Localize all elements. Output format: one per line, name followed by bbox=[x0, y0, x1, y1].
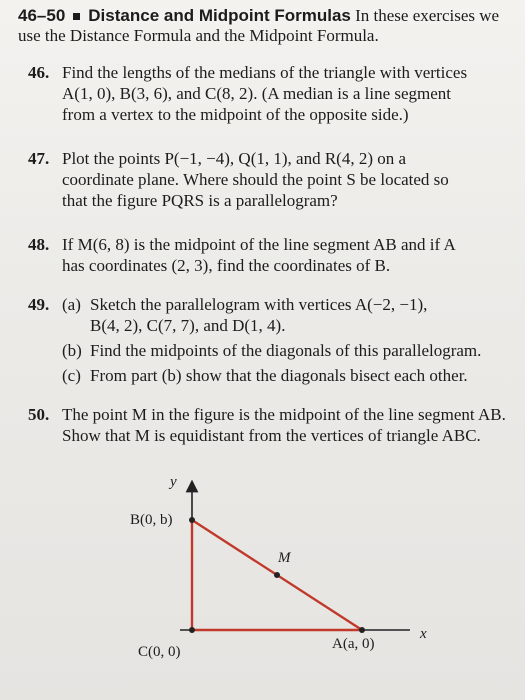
point-m-label: M bbox=[278, 550, 291, 566]
exercise-50 bbox=[28, 404, 506, 446]
exercise-part-a-continued bbox=[62, 315, 498, 336]
exercise-text: Show that M is equidistant from the vertices of triangle ABC. bbox=[62, 426, 481, 445]
exercise-47 bbox=[28, 148, 498, 211]
part-label: (b) bbox=[62, 341, 82, 360]
y-axis-label: y bbox=[170, 474, 177, 490]
point-b-label: B(0, b) bbox=[130, 512, 173, 528]
section-intro-2: use the Distance Formula and the Midpoint Formula. bbox=[18, 26, 379, 45]
exercise-text: Sketch the parallelogram with vertices A(−2, −1), bbox=[90, 295, 428, 314]
section-title: Distance and Midpoint Formulas bbox=[88, 6, 351, 25]
part-label: (c) bbox=[62, 366, 81, 385]
exercise-part-a bbox=[62, 294, 498, 315]
point-a-label: A(a, 0) bbox=[332, 636, 375, 652]
exercise-text: From part (b) show that the diagonals bisect each other. bbox=[90, 366, 468, 385]
bullet-square-icon bbox=[73, 13, 80, 20]
exercise-48 bbox=[28, 234, 498, 276]
exercise-range: 46–50 bbox=[18, 6, 66, 25]
exercise-number: 48. bbox=[28, 235, 50, 254]
exercise-number: 49. bbox=[28, 295, 50, 314]
exercise-text: has coordinates (2, 3), find the coordinates of B. bbox=[62, 256, 391, 275]
exercise-text: A(1, 0), B(3, 6), and C(8, 2). (A median is a line segment bbox=[62, 84, 452, 103]
part-label: (a) bbox=[62, 295, 81, 314]
exercise-number: 46. bbox=[28, 63, 50, 82]
exercise-text: The point M in the figure is the midpoint of the line segment AB. bbox=[62, 405, 506, 424]
point-b-dot bbox=[189, 517, 195, 523]
exercise-number: 50. bbox=[28, 405, 50, 424]
exercise-number: 47. bbox=[28, 149, 50, 168]
exercise-49 bbox=[28, 294, 498, 386]
figure-graphic bbox=[110, 468, 490, 673]
exercise-part-b bbox=[62, 340, 498, 361]
exercise-part-c bbox=[62, 365, 498, 386]
point-m-dot bbox=[274, 572, 280, 578]
point-c-dot bbox=[189, 627, 195, 633]
exercise-46 bbox=[28, 62, 498, 125]
exercise-text: that the figure PQRS is a parallelogram? bbox=[62, 191, 338, 210]
exercise-text: from a vertex to the midpoint of the opposite side.) bbox=[62, 105, 409, 124]
exercise-text: Plot the points P(−1, −4), Q(1, 1), and R(4, 2) on a bbox=[62, 149, 407, 168]
exercise-text: If M(6, 8) is the midpoint of the line segment AB and if A bbox=[62, 235, 456, 254]
triangle-figure bbox=[110, 468, 490, 673]
x-axis-label: x bbox=[420, 626, 427, 642]
section-intro-1: In these exercises we bbox=[355, 6, 500, 25]
exercise-text: B(4, 2), C(7, 7), and D(1, 4). bbox=[90, 316, 286, 335]
exercise-text: coordinate plane. Where should the point S be located so bbox=[62, 170, 449, 189]
exercise-text: Find the midpoints of the diagonals of this parallelogram. bbox=[90, 341, 482, 360]
point-c-label: C(0, 0) bbox=[138, 644, 181, 660]
point-a-dot bbox=[359, 627, 365, 633]
exercise-text: Find the lengths of the medians of the triangle with vertices bbox=[62, 63, 468, 82]
section-header bbox=[18, 6, 518, 46]
